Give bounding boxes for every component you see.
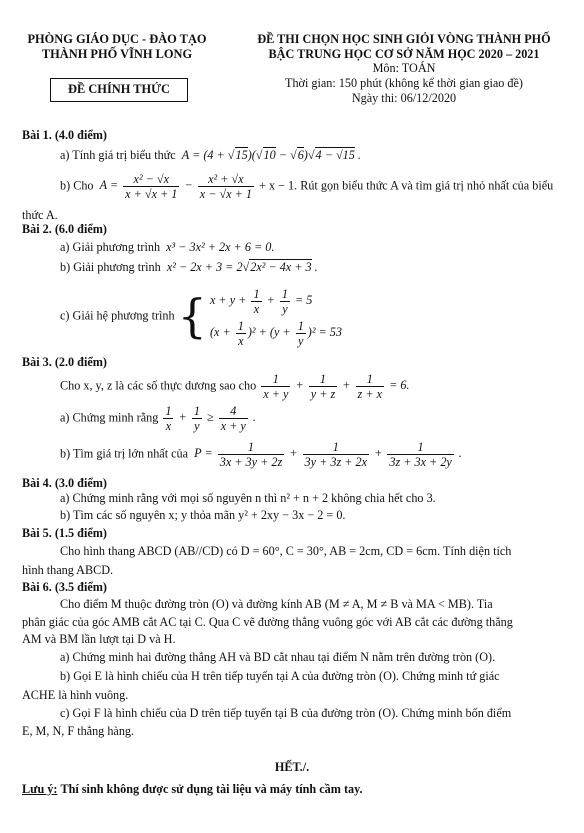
problem-1b-wrap: thức A. bbox=[22, 208, 58, 222]
problem-1b bbox=[60, 172, 553, 201]
formula-1b: A = $\frac{\text{x² − √x}}{x + √x + 1}$ − $\frac{\text{x² + √x}}{x - √x + 1}$ bbox=[96, 172, 252, 202]
problem-2c bbox=[60, 284, 342, 348]
problem-5-line2: hình thang ABCD. bbox=[22, 563, 114, 577]
end-marker: HẾT./. bbox=[274, 760, 310, 774]
problem-3-intro bbox=[60, 372, 410, 401]
problem-6-line2: phân giác của góc AMB cắt AC tại C. Qua C vẽ đường thẳng vuông góc với AB cắt các đường thẳng bbox=[22, 615, 513, 629]
exam-title-2: BẬC TRUNG HỌC CƠ SỞ NĂM HỌC 2020 – 2021 bbox=[268, 46, 540, 61]
problem-3b bbox=[60, 440, 462, 469]
formula-3-condition: $\frac{1}{x + y}$ + $\frac{1}{y + z}$ + $\frac{1}{z + x}$ = 6. bbox=[263, 372, 410, 402]
problem-6c-line1: c) Gọi F là hình chiếu của D trên tiếp tuyến tại B của đường tròn (O). Chứng minh bốn điểm bbox=[60, 706, 512, 720]
dept-line-1: PHÒNG GIÁO DỤC - ĐÀO TẠO bbox=[27, 32, 207, 46]
problem-2-title: Bài 2. (6.0 điểm) bbox=[22, 222, 107, 236]
problem-2b-text: b) Giải phương trình bbox=[60, 260, 161, 274]
problem-1a bbox=[60, 148, 361, 163]
exam-header bbox=[230, 32, 578, 105]
formula-3b: P = $\frac{1}{3x + 3y + 2z}$ + $\frac{1}{3y + 3z + 2x}$ + $\frac{1}{3z + 3x + 2y}$ . bbox=[191, 440, 462, 470]
note-label: Lưu ý: bbox=[22, 782, 58, 796]
formula-2b: x² − 2x + 3 = 2√2x² − 4x + 3 . bbox=[163, 260, 318, 274]
problem-2c-text: c) Giải hệ phương trình bbox=[60, 308, 175, 323]
problem-6b-line2: ACHE là hình vuông. bbox=[22, 688, 129, 702]
dept-line-2: THÀNH PHỐ VĨNH LONG bbox=[41, 46, 193, 61]
problem-6b-line1: b) Gọi E là hình chiếu của H trên tiếp tuyến tại A của đường tròn (O). Chứng minh tứ giác bbox=[60, 669, 500, 683]
problem-6c-line2: E, M, N, F thẳng hàng. bbox=[22, 724, 135, 738]
problem-3a bbox=[60, 404, 256, 433]
footer-note bbox=[22, 782, 363, 797]
exam-time: Thời gian: 150 phút (không kể thời gian giao đề) bbox=[285, 75, 523, 90]
formula-2a: x³ − 3x² + 2x + 6 = 0. bbox=[163, 240, 275, 254]
problem-6-line1: Cho điểm M thuộc đường tròn (O) và đường kính AB (M ≠ A, M ≠ B và MA < MB). Tia bbox=[60, 597, 493, 611]
department-header bbox=[12, 32, 222, 62]
formula-1a: A = (4 + √15)(√10 − √6)√4 − √15 . bbox=[178, 148, 361, 162]
formula-2c: x + y + $\frac{1}{x}$ + $\frac{1}{y}$ = 5 (x + $\frac{1}{x}$ )² + (y + $\frac{1}{y}$ )² = 53 bbox=[209, 286, 342, 348]
problem-4a: a) Chứng minh rằng với mọi số nguyên n thì n² + n + 2 không chia hết cho 3. bbox=[60, 491, 436, 505]
problem-3a-text: a) Chứng minh rằng bbox=[60, 410, 159, 425]
system-brace-icon: { bbox=[177, 289, 207, 343]
problem-1a-text: a) Tính giá trị biểu thức bbox=[60, 148, 176, 162]
problem-4-title: Bài 4. (3.0 điểm) bbox=[22, 476, 107, 490]
problem-1-title: Bài 1. (4.0 điểm) bbox=[22, 128, 107, 142]
problem-3-title: Bài 3. (2.0 điểm) bbox=[22, 355, 107, 369]
problem-5-title: Bài 5. (1.5 điểm) bbox=[22, 526, 107, 540]
problem-6-line3: AM và BM lần lượt tại D và H. bbox=[22, 632, 176, 646]
formula-3a: $\frac{1}{x}$ + $\frac{1}{y}$ ≥ $\frac{4}{x + y}$ . bbox=[165, 404, 256, 434]
problem-5-line1: Cho hình thang ABCD (AB//CD) có D = 60°, C = 30°, AB = 2cm, CD = 6cm. Tính diện tích bbox=[60, 544, 512, 558]
problem-6a: a) Chứng minh hai đường thẳng AH và BD cắt nhau tại điểm N nằm trên đường tròn (O). bbox=[60, 650, 496, 664]
problem-2a bbox=[60, 240, 274, 255]
problem-2b bbox=[60, 260, 318, 275]
problem-3b-text: b) Tìm giá trị lớn nhất của bbox=[60, 446, 189, 461]
note-text: Thí sinh không được sử dụng tài liệu và máy tính cầm tay. bbox=[60, 782, 363, 796]
problem-3-intro-text: Cho x, y, z là các số thực dương sao cho bbox=[60, 378, 257, 393]
problem-1b-text: b) Cho bbox=[60, 178, 94, 193]
official-stamp: ĐỀ CHÍNH THỨC bbox=[50, 78, 188, 102]
problem-4b: b) Tìm các số nguyên x; y thỏa mãn y² + 2xy − 3x − 2 = 0. bbox=[60, 508, 346, 522]
problem-2a-text: a) Giải phương trình bbox=[60, 240, 161, 254]
exam-title-1: ĐỀ THI CHỌN HỌC SINH GIỎI VÒNG THÀNH PHỐ bbox=[257, 32, 551, 46]
problem-1b-tail: + x − 1. Rút gọn biểu thức A và tìm giá trị nhỏ nhất của biểu bbox=[259, 178, 554, 193]
exam-date: Ngày thi: 06/12/2020 bbox=[351, 90, 457, 105]
problem-6-title: Bài 6. (3.5 điểm) bbox=[22, 580, 107, 594]
exam-subject: Môn: TOÁN bbox=[372, 61, 436, 76]
